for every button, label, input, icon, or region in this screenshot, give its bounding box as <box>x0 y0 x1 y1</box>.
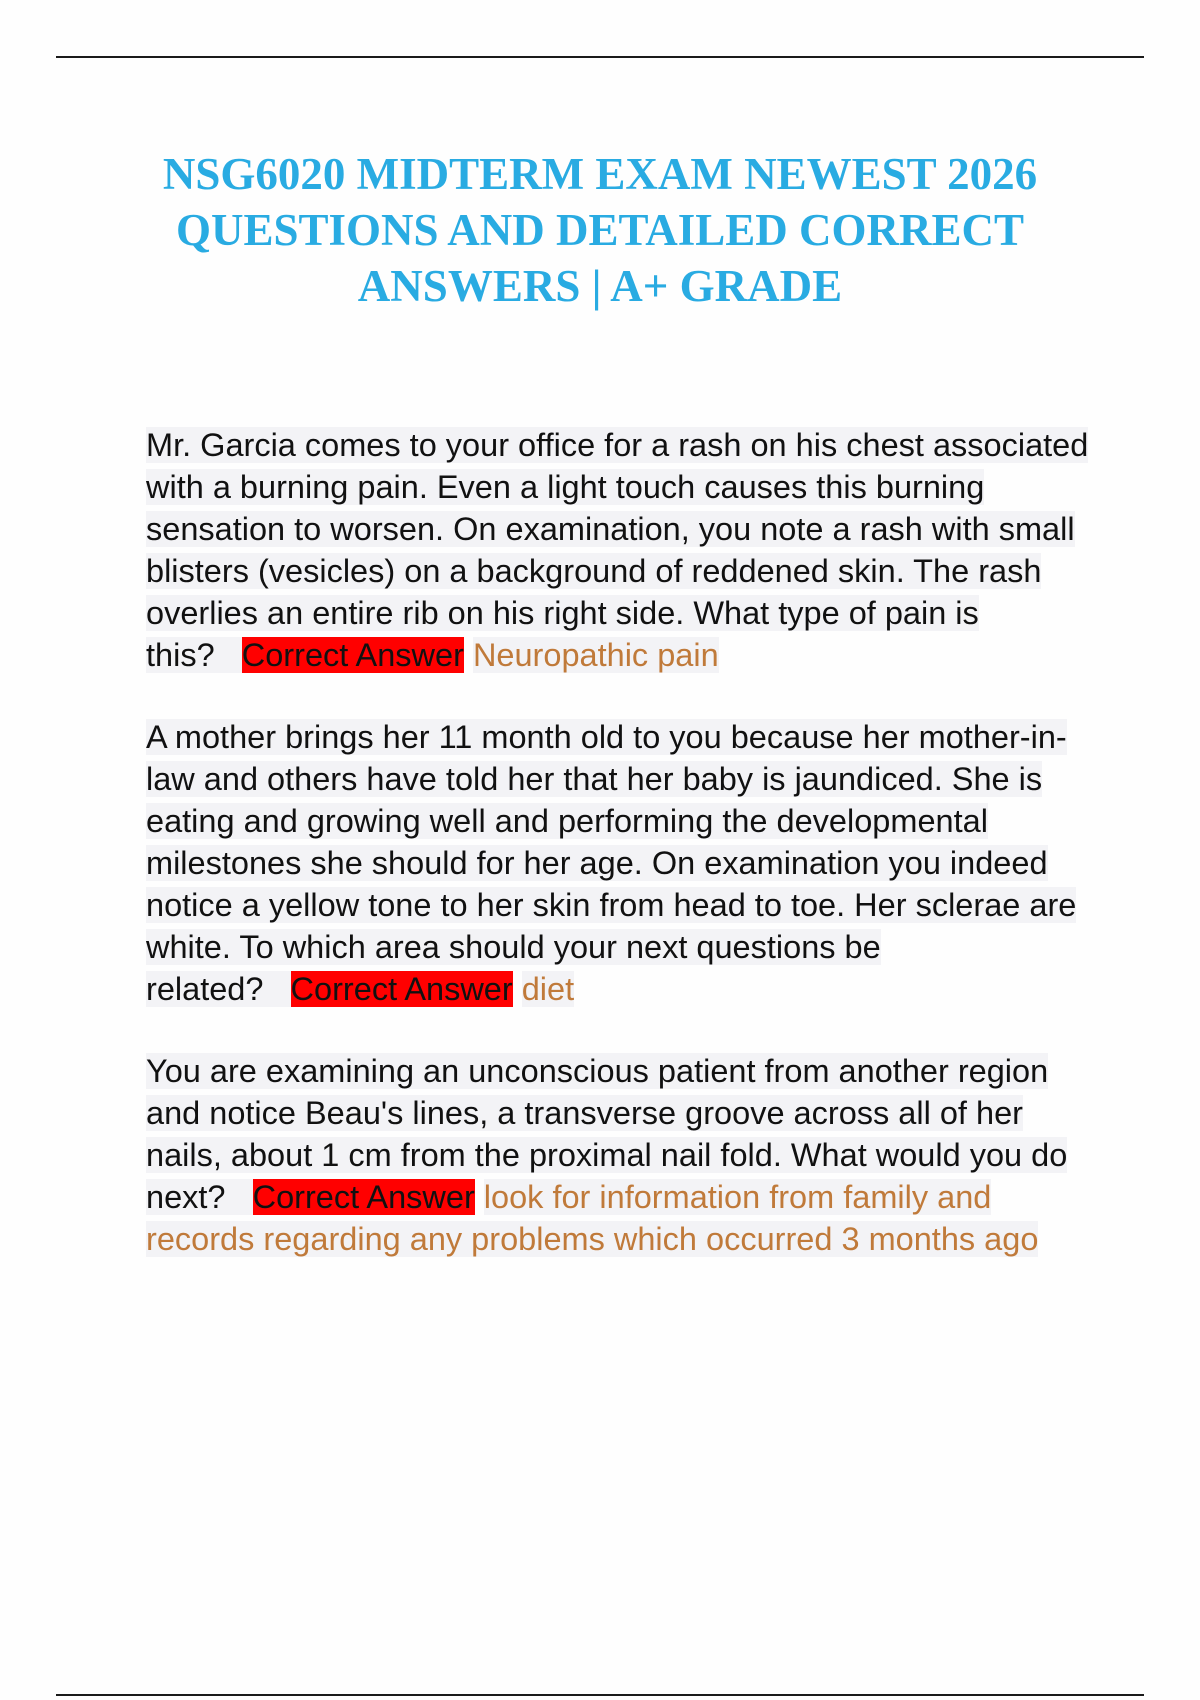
page-title: NSG6020 MIDTERM EXAM NEWEST 2026 QUESTIONS AND DETAILED CORRECT ANSWERS | A+ GRADE <box>162 149 1038 311</box>
question-item <box>146 716 1106 1010</box>
question-item <box>146 1050 1106 1260</box>
answer-text: Neuropathic pain <box>472 637 719 673</box>
bottom-rule <box>56 1694 1144 1696</box>
question-text: A mother brings her 11 month old to you because her mother-in-law and others have told her that her baby is jaundiced. She is eating and growing well and performing the developmental milestones she should for her age. On examination you indeed notice a yellow tone to her skin from head to toe. Her sclerae are white. To which area should your next questions be related? <box>146 719 1077 1007</box>
question-text: Mr. Garcia comes to your office for a rash on his chest associated with a burning pain. Even a light touch causes this burning sensation to worsen. On examination, you note a rash with small blisters (vesicles) on a background of reddened skin. The rash overlies an entire rib on his right side. What type of pain is this? <box>146 427 1089 673</box>
question-list <box>146 424 1106 1300</box>
answer-text: diet <box>521 971 575 1007</box>
correct-answer-tag: Correct Answer <box>290 971 513 1007</box>
correct-answer-tag: Correct Answer <box>252 1179 475 1215</box>
top-rule <box>56 56 1144 58</box>
question-item <box>146 424 1106 676</box>
correct-answer-tag: Correct Answer <box>241 637 464 673</box>
answer-text: look for information from family and records regarding any problems which occurred 3 months ago <box>146 1179 1039 1257</box>
question-text: You are examining an unconscious patient from another region and notice Beau's lines, a transverse groove across all of her nails, about 1 cm from the proximal nail fold. What would you do next? <box>146 1053 1068 1215</box>
